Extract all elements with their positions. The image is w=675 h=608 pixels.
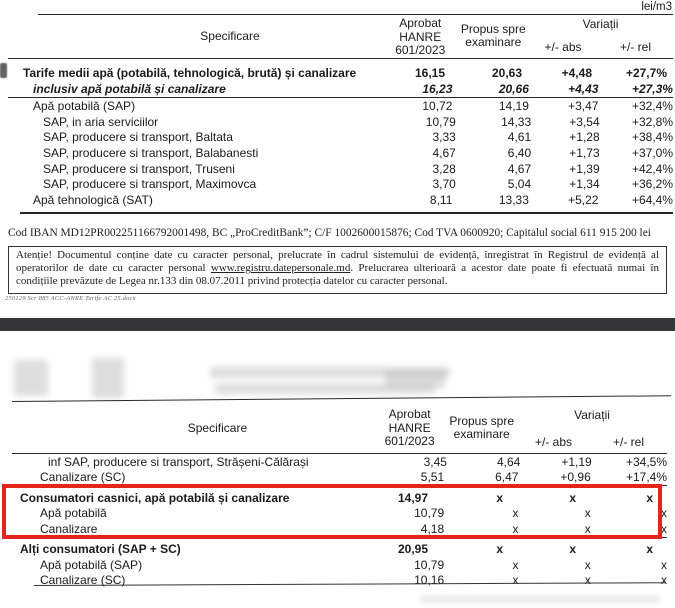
row-label: Apă potabilă (SAP) [33, 98, 136, 113]
row-value: 8,11 [429, 192, 453, 207]
row-label: inclusiv apă potabilă și canalizare [33, 81, 226, 96]
row-label: Tarife medii apă (potabilă, tehnologică, brută) și canalizare [23, 66, 357, 80]
table-row [8, 114, 673, 130]
row-value: +1,39 [569, 161, 600, 176]
unit-label: lei/m3 [641, 1, 672, 13]
row-value: 14,33 [501, 114, 532, 129]
row-value: x [661, 521, 668, 536]
table-row [8, 129, 673, 145]
column-header-aprobat: Aprobat HANRE 601/2023 [395, 16, 446, 57]
row-label: inf SAP, producere si transport, Strășeni-Călărași [48, 454, 309, 469]
row-value: 14,19 [498, 98, 529, 113]
row-value: x [512, 573, 519, 588]
row-value: 3,70 [432, 177, 456, 192]
row-value: 3,45 [423, 454, 447, 469]
row-label: Apă tehnologică (SAT) [33, 192, 153, 207]
column-header-rel: +/- rel [619, 40, 651, 54]
column-header-rel: +/- rel [613, 435, 645, 449]
row-value: 20,95 [397, 542, 428, 557]
row-value: x [569, 542, 576, 557]
row-value: 10,79 [414, 557, 445, 572]
row-value: +32,4% [631, 98, 673, 113]
column-header-abs: +/- abs [535, 435, 573, 449]
row-value: +27,3% [631, 81, 673, 96]
row-label: SAP, producere si transport, Baltata [43, 130, 233, 145]
row-value: +3,54 [569, 114, 600, 129]
table-row [12, 506, 667, 522]
bleed-through-ghost [14, 360, 48, 396]
row-value: x [512, 506, 519, 521]
row-value: 4,67 [432, 145, 456, 160]
row-value: +4,48 [561, 66, 592, 80]
column-header-variatii: Variații +/- abs +/- rel [517, 403, 667, 453]
row-value: x [512, 557, 519, 572]
row-value: 3,28 [432, 161, 456, 176]
row-value: x [646, 542, 653, 557]
table-body [8, 59, 673, 208]
row-value: +17,4% [625, 470, 668, 485]
attention-text-before: Atenție! Documentul conține date cu caracter personal, prelucrate în cadrul sistemului de evidență, înregistrat în Registrul de evidență al operatorilor de date cu caracter personal [16, 249, 659, 275]
table-row [8, 161, 673, 177]
iban-line: Cod IBAN MD12PR002251166792001498, BC „ProCreditBank”; C/F 1002600015876; Cod TVA 0600920; Capitalul social 611 915 200 lei [8, 227, 651, 239]
row-value: 14,97 [397, 490, 428, 505]
row-value: +42,4% [631, 161, 674, 176]
table-top-rule [38, 14, 673, 15]
table-row [12, 557, 667, 573]
column-header-specificare: Specificare [200, 29, 260, 43]
table-row [12, 521, 667, 538]
table-row [8, 59, 673, 80]
column-header-variatii: Variații +/- abs +/- rel [528, 14, 673, 58]
row-value: 6,40 [507, 145, 532, 160]
row-value: 6,47 [495, 470, 519, 485]
tariff-table-proposed [8, 14, 673, 214]
row-label: SAP, producere si transport, Maximovca [43, 177, 257, 192]
attention-text-after: . Prelucrarea ulterioară a acestor date poate fi efectuată numai în condițiile prevăzute de Legea nr.133 din 08.07.2011 privind protecția datelor cu caracter personal. [16, 262, 659, 288]
row-label: Apă potabilă (SAP) [40, 557, 143, 572]
row-label: SAP, producere si transport, Truseni [43, 161, 235, 176]
table-row [12, 470, 667, 487]
row-value: +27,7% [625, 66, 667, 80]
tariff-table-consumers [12, 401, 667, 588]
row-label: Alți consumatori (SAP + SC) [20, 542, 181, 557]
scan-smudge [0, 63, 7, 78]
row-value: 4,61 [507, 130, 532, 145]
row-value: 16,15 [414, 66, 445, 80]
row-label: Consumatori casnici, apă potabilă și canalizare [20, 490, 290, 505]
column-header-specificare: Specificare [187, 421, 248, 435]
row-value: +4,43 [568, 81, 599, 96]
row-value: x [512, 521, 519, 536]
row-label: Apă potabilă [40, 506, 107, 521]
row-label: Canalizare (SC) [40, 470, 126, 485]
row-value: x [646, 490, 653, 505]
bleed-through-ghost [92, 358, 124, 398]
table-row [12, 573, 667, 589]
row-value: +32,8% [631, 114, 674, 129]
column-header-abs: +/- abs [544, 40, 582, 54]
table-row [8, 80, 673, 98]
row-value: 4,67 [507, 161, 532, 176]
row-value: 13,33 [498, 192, 529, 207]
file-footnote: 250129 Scr 885 ACC-ANRE Tarife AC 25.docx [5, 295, 136, 302]
row-label: SAP, in aria serviciilor [43, 114, 159, 129]
row-value: x [584, 557, 591, 572]
row-value: x [584, 573, 591, 588]
row-value: +3,47 [568, 98, 599, 113]
row-value: 5,04 [507, 177, 532, 192]
row-value: 16,23 [422, 81, 453, 96]
row-value: 3,33 [432, 130, 456, 145]
row-value: x [569, 490, 576, 505]
table-row [8, 145, 673, 161]
row-label: SAP, producere si transport, Balabanesti [43, 145, 259, 160]
row-value: x [496, 490, 503, 505]
row-label: Canalizare (SC) [40, 573, 126, 588]
table-row [8, 192, 673, 208]
table-bottom-rule [20, 212, 673, 214]
row-value: 4,18 [420, 521, 445, 536]
row-value: x [661, 573, 668, 588]
row-value: +0,96 [560, 470, 591, 485]
column-header-aprobat: Aprobat HANRE 601/2023 [384, 407, 435, 448]
row-value: +1,34 [569, 177, 600, 192]
bleed-through-ghost [420, 596, 660, 602]
table-header-row [12, 401, 667, 454]
attention-box [8, 246, 667, 294]
row-value: +1,73 [569, 145, 600, 160]
row-value: +5,22 [568, 192, 599, 207]
row-value: 4,64 [496, 454, 521, 469]
row-value: 10,72 [422, 98, 453, 113]
row-value: 20,63 [491, 66, 522, 80]
table-row [12, 490, 667, 506]
row-value: 5,51 [420, 470, 445, 485]
column-header-propus: Propus spre examinare [449, 413, 515, 441]
row-value: x [496, 542, 503, 557]
row-value: +37,0% [631, 145, 674, 160]
row-value: 10,79 [425, 114, 456, 129]
row-value: x [661, 506, 668, 521]
row-value: +1,28 [569, 130, 600, 145]
row-value: +36,2% [631, 177, 674, 192]
table-row [8, 98, 673, 114]
row-value: 10,79 [414, 506, 445, 521]
row-value: x [584, 506, 591, 521]
row-value: x [584, 521, 591, 536]
row-label: Canalizare [40, 521, 98, 536]
table-header-row [8, 14, 673, 59]
bleed-through-ghost [385, 370, 445, 388]
page-separator-bar [0, 318, 675, 331]
table-row [12, 542, 667, 558]
row-value: +64,4% [631, 192, 673, 207]
row-value: 10,16 [414, 573, 445, 588]
column-header-propus: Propus spre examinare [460, 21, 526, 49]
row-value: +34,5% [625, 454, 668, 469]
row-value: +1,19 [561, 454, 592, 469]
table-row [12, 454, 667, 470]
row-value: x [661, 557, 668, 572]
row-value: 20,66 [498, 81, 529, 96]
row-value: +38,4% [631, 130, 674, 145]
table-body [12, 454, 667, 588]
table-row [8, 176, 673, 192]
registry-url-link[interactable]: www.registru.datepersonale.md [210, 262, 351, 275]
